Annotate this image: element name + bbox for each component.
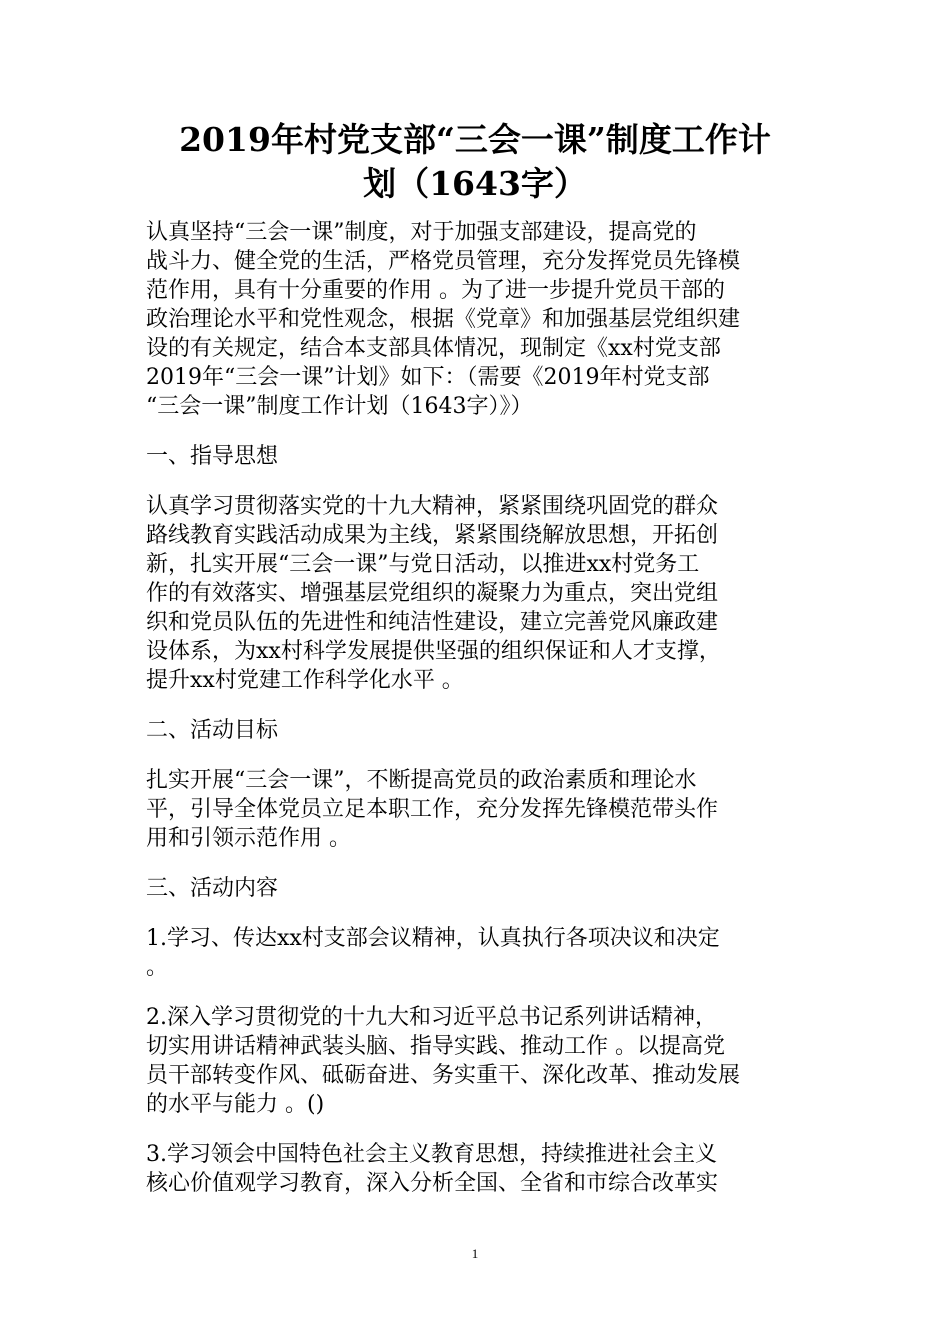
- text-line: 认真坚持“三会一课”制度，对于加强支部建设，提高党的: [146, 220, 697, 245]
- document-body: [146, 218, 808, 1219]
- page-number: 1: [471, 1246, 479, 1261]
- text-line: 平，引导全体党员立足本职工作，充分发挥先锋模范带头作: [146, 797, 719, 822]
- text-line: 。: [146, 955, 169, 980]
- text-line: 新，扎实开展“三会一课”与党日活动，以推进xx村党务工: [146, 552, 700, 577]
- text-line: 设的有关规定，结合本支部具体情况，现制定《xx村党支部: [146, 336, 721, 361]
- text-line: 1.学习、传达xx村支部会议精神，认真执行各项决议和决定: [146, 926, 720, 951]
- text-line: 员干部转变作风、砥砺奋进、务实重干、深化改革、推动发展: [146, 1063, 741, 1088]
- document-title: [120, 118, 830, 206]
- text-line: 用和引领示范作用 。: [146, 826, 351, 851]
- text-line: 提升xx村党建工作科学化水平 。: [146, 668, 464, 693]
- section-heading-guiding-ideology: 一、指导思想: [146, 444, 279, 469]
- content-item-3: [146, 1140, 808, 1198]
- text-line: 切实用讲话精神武装头脑、指导实践、推动工作 。以提高党: [146, 1034, 725, 1059]
- text-line: 政治理论水平和党性观念，根据《党章》和加强基层党组织建: [146, 307, 741, 332]
- section-heading-activity-goals: 二、活动目标: [146, 718, 279, 743]
- activity-goals-paragraph: [146, 766, 808, 853]
- text-line: 扎实开展“三会一课”，不断提高党员的政治素质和理论水: [146, 768, 697, 793]
- text-line: 范作用，具有十分重要的作用 。为了进一步提升党员干部的: [146, 278, 725, 303]
- text-line: 路线教育实践活动成果为主线，紧紧围绕解放思想，开拓创: [146, 523, 719, 548]
- text-line: 认真学习贯彻落实党的十九大精神，紧紧围绕巩固党的群众: [146, 494, 719, 519]
- text-line: 2.深入学习贯彻党的十九大和习近平总书记系列讲话精神，: [146, 1005, 717, 1030]
- text-line: 战斗力、健全党的生活，严格党员管理，充分发挥党员先锋模: [146, 249, 741, 274]
- text-line: “三会一课”制度工作计划（1643字）》）: [146, 394, 533, 419]
- guiding-ideology-paragraph: [146, 492, 808, 695]
- text-line: 作的有效落实、增强基层党组织的凝聚力为重点，突出党组: [146, 581, 719, 606]
- title-line: 2019年村党支部“三会一课”制度工作计: [179, 120, 771, 159]
- text-line: 2019年“三会一课”计划》如下：（需要《2019年村党支部: [146, 365, 710, 390]
- title-line: 划（1643字）: [363, 164, 587, 203]
- text-line: 的水平与能力 。(): [146, 1092, 325, 1117]
- content-item-1: [146, 924, 808, 982]
- text-line: 3.学习领会中国特色社会主义教育思想，持续推进社会主义: [146, 1142, 717, 1167]
- text-line: 核心价值观学习教育，深入分析全国、全省和市综合改革实: [146, 1171, 719, 1196]
- section-heading-activity-content: 三、活动内容: [146, 876, 279, 901]
- intro-paragraph: [146, 218, 808, 421]
- content-item-2: [146, 1003, 808, 1119]
- text-line: 织和党员队伍的先进性和纯洁性建设，建立完善党风廉政建: [146, 610, 719, 635]
- text-line: 设体系，为xx村科学发展提供坚强的组织保证和人才支撑，: [146, 639, 721, 664]
